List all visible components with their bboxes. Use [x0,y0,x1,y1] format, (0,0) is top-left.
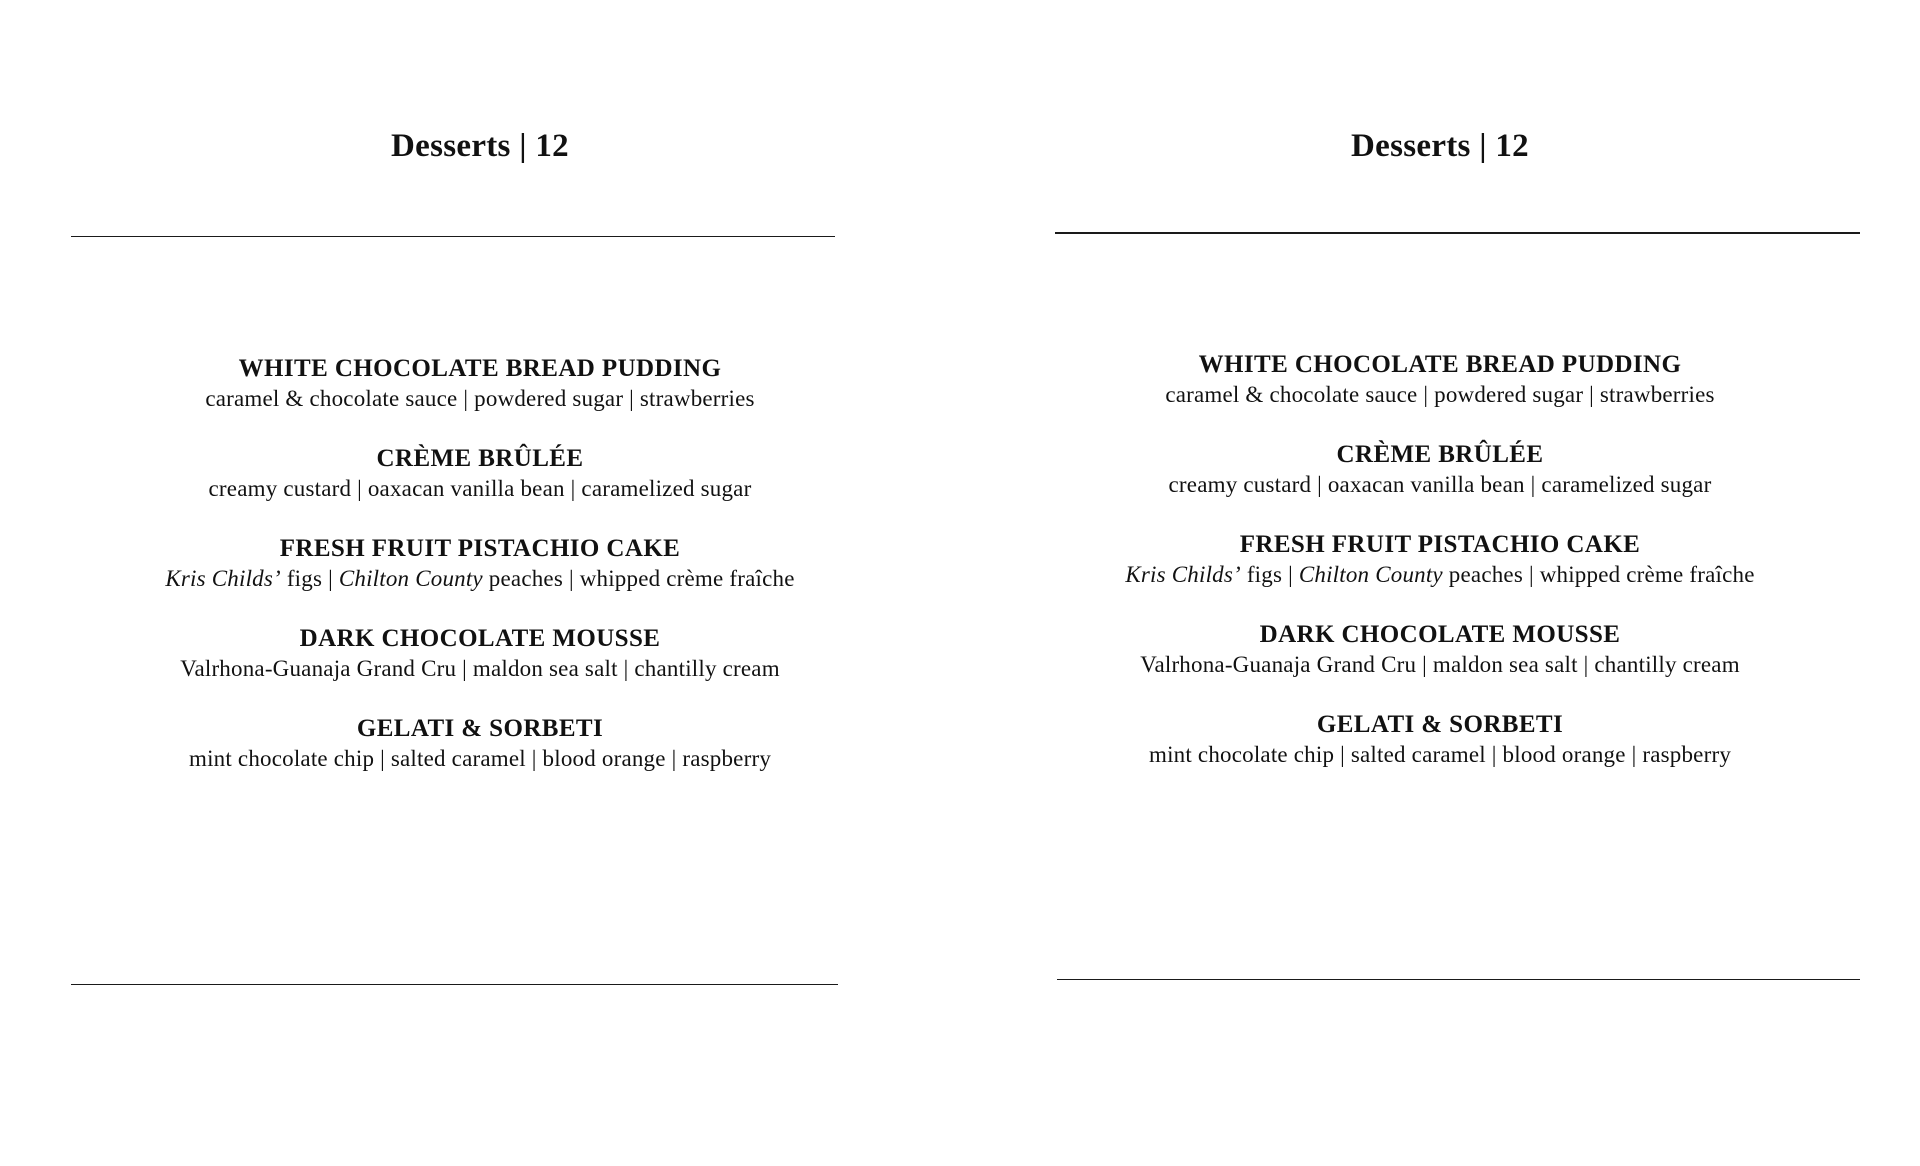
item-name: DARK CHOCOLATE MOUSSE [299,625,661,652]
item-name: GELATI & SORBETI [356,715,604,742]
item-description [0,564,960,594]
item-name: DARK CHOCOLATE MOUSSE [1259,621,1621,648]
item-description: Valrhona-Guanaja Grand Cru | maldon sea salt | chantilly cream [180,656,780,681]
item-description: creamy custard | oaxacan vanilla bean | caramelized sugar [1168,472,1712,497]
top-divider [1055,232,1860,234]
item-name: WHITE CHOCOLATE BREAD PUDDING [238,355,722,382]
menu-item-creme-brulee [960,440,1920,530]
menu-item-pistachio-cake [0,534,960,624]
item-name: FRESH FRUIT PISTACHIO CAKE [1239,531,1641,558]
menu-title: Desserts | 12 [1351,128,1529,164]
menu-item-bread-pudding [0,354,960,444]
menu-panel-right [960,0,1920,1166]
desc-rest: peaches | whipped crème fraîche [482,566,795,591]
menu-item-gelati-sorbeti [960,710,1920,800]
menu-item-chocolate-mousse [0,624,960,714]
desc-chilton-county: Chilton County [338,566,483,591]
item-description: Valrhona-Guanaja Grand Cru | maldon sea salt | chantilly cream [1140,652,1740,677]
menu-item-creme-brulee [0,444,960,534]
menu-item-bread-pudding [960,350,1920,440]
item-name: WHITE CHOCOLATE BREAD PUDDING [1198,351,1682,378]
item-name: CRÈME BRÛLÉE [1336,441,1544,468]
menu-item-chocolate-mousse [960,620,1920,710]
menu-items-list [0,354,960,804]
desc-figs: figs | [280,566,339,591]
top-divider [71,236,835,237]
item-description: mint chocolate chip | salted caramel | blood orange | raspberry [188,746,772,771]
desc-kris-childs: Kris Childs’ [165,566,281,591]
menu-item-gelati-sorbeti [0,714,960,804]
menu-item-pistachio-cake [960,530,1920,620]
desc-kris-childs: Kris Childs’ [1125,562,1241,587]
menu-items-list [960,350,1920,800]
desc-figs: figs | [1240,562,1299,587]
item-description [960,560,1920,590]
item-name: GELATI & SORBETI [1316,711,1564,738]
desc-rest: peaches | whipped crème fraîche [1442,562,1755,587]
bottom-divider [71,984,838,985]
item-description: caramel & chocolate sauce | powdered sugar | strawberries [1165,382,1715,407]
desc-chilton-county: Chilton County [1298,562,1443,587]
item-description: mint chocolate chip | salted caramel | blood orange | raspberry [1148,742,1732,767]
item-name: FRESH FRUIT PISTACHIO CAKE [279,535,681,562]
item-description: creamy custard | oaxacan vanilla bean | caramelized sugar [208,476,752,501]
bottom-divider [1057,979,1860,980]
item-description: caramel & chocolate sauce | powdered sugar | strawberries [205,386,755,411]
item-name: CRÈME BRÛLÉE [376,445,584,472]
menu-title: Desserts | 12 [391,128,569,164]
